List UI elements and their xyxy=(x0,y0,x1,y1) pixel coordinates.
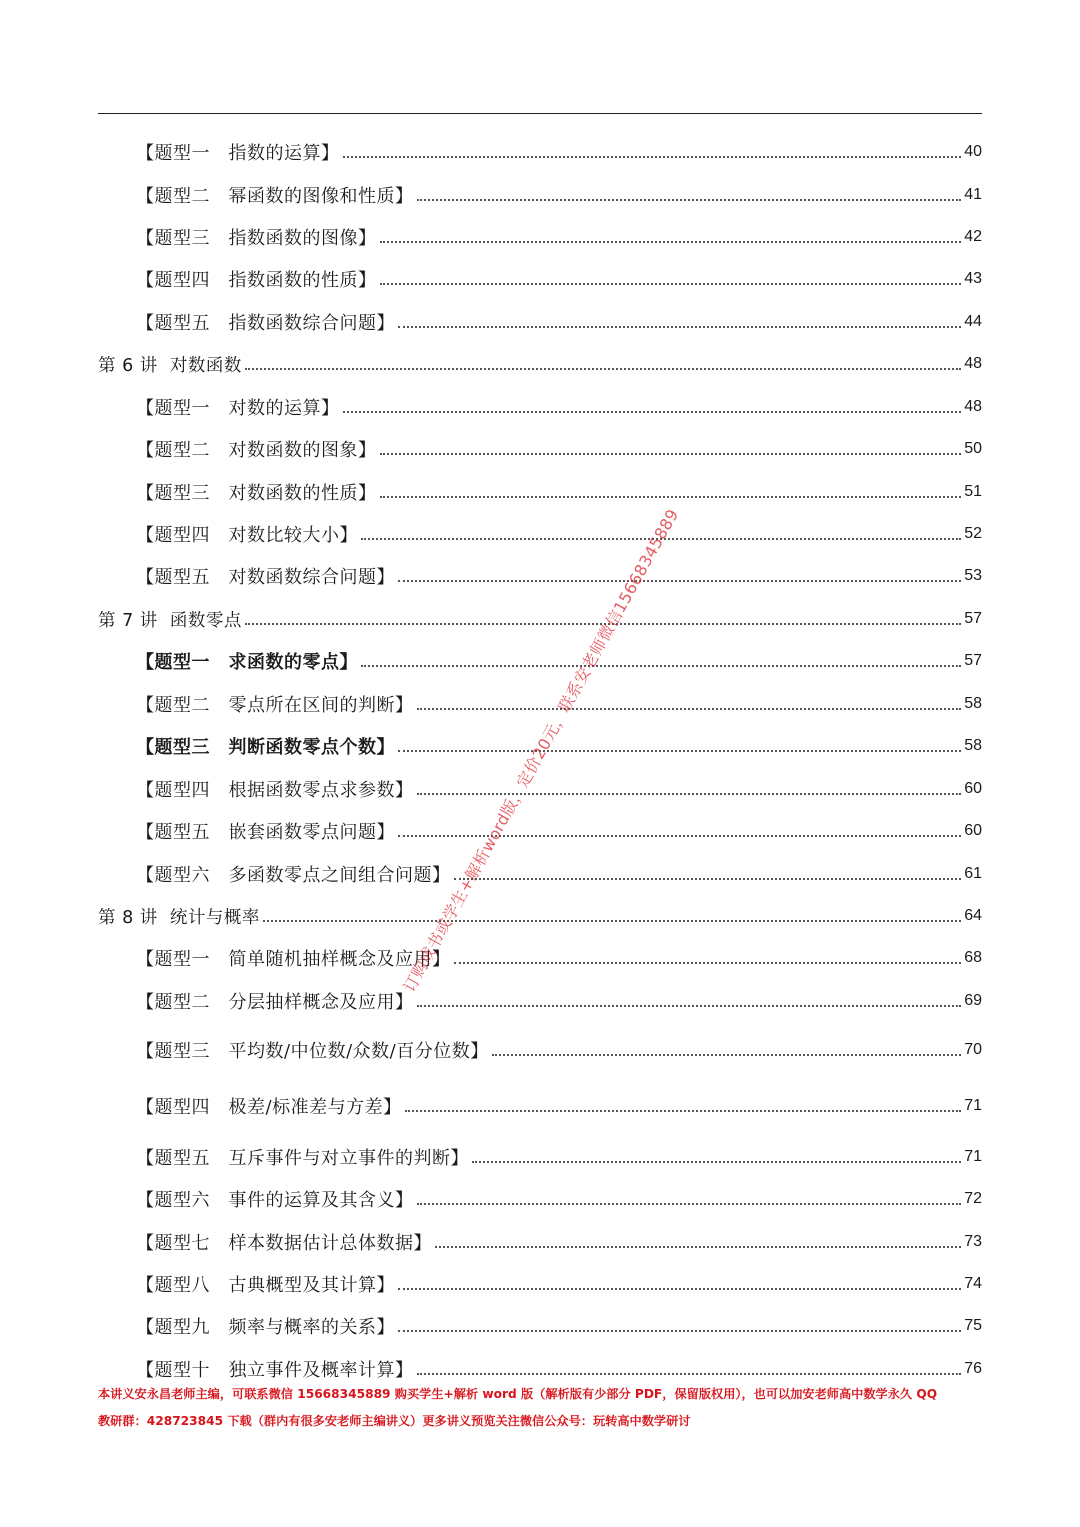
toc-dot-leader xyxy=(417,708,962,710)
toc-entry-title: 【题型五 对数函数综合问题】 xyxy=(136,567,395,588)
toc-section-entry[interactable] xyxy=(136,1184,982,1214)
toc-page-number: 58 xyxy=(964,737,982,754)
toc-entry-title: 【题型五 嵌套函数零点问题】 xyxy=(136,822,395,843)
toc-page-number: 52 xyxy=(964,525,982,542)
toc-entry-title: 【题型三 指数函数的图像】 xyxy=(136,228,377,249)
toc-section-entry[interactable] xyxy=(136,1091,982,1121)
toc-dot-leader xyxy=(380,283,962,285)
toc-dot-leader xyxy=(361,665,961,667)
toc-page-number: 72 xyxy=(964,1190,982,1207)
toc-page-number: 50 xyxy=(964,440,982,457)
toc-page-number: 69 xyxy=(964,992,982,1009)
toc-entry-title: 【题型三 对数函数的性质】 xyxy=(136,483,377,504)
toc-section-entry[interactable] xyxy=(136,943,982,973)
toc-section-entry[interactable] xyxy=(136,519,982,549)
toc-section-entry[interactable] xyxy=(136,1035,982,1065)
toc-entry-title: 第 6 讲 对数函数 xyxy=(98,355,242,376)
toc-entry-title: 【题型七 样本数据估计总体数据】 xyxy=(136,1233,432,1254)
toc-entry-title: 【题型八 古典概型及其计算】 xyxy=(136,1275,395,1296)
toc-dot-leader xyxy=(454,962,962,964)
toc-chapter-entry[interactable] xyxy=(98,604,982,634)
toc-section-entry[interactable] xyxy=(136,180,982,210)
toc-section-entry[interactable] xyxy=(136,307,982,337)
toc-entry-title: 【题型四 极差/标准差与方差】 xyxy=(136,1097,402,1118)
toc-entry-title: 第 8 讲 统计与概率 xyxy=(98,907,260,928)
toc-entry-title: 【题型一 求函数的零点】 xyxy=(136,652,358,673)
toc-entry-title: 【题型十 独立事件及概率计算】 xyxy=(136,1360,414,1381)
toc-entry-title: 【题型九 频率与概率的关系】 xyxy=(136,1317,395,1338)
toc-dot-leader xyxy=(343,411,962,413)
toc-dot-leader xyxy=(405,1110,962,1112)
toc-section-entry[interactable] xyxy=(136,222,982,252)
toc-page-number: 57 xyxy=(964,610,982,627)
toc-entry-title: 【题型三 平均数/中位数/众数/百分位数】 xyxy=(136,1041,489,1062)
toc-page-number: 75 xyxy=(964,1317,982,1334)
toc-page-number: 76 xyxy=(964,1360,982,1377)
toc-page-number: 40 xyxy=(964,143,982,160)
toc-dot-leader xyxy=(380,453,962,455)
toc-entry-title: 【题型六 事件的运算及其含义】 xyxy=(136,1190,414,1211)
toc-section-entry[interactable] xyxy=(136,816,982,846)
toc-entry-title: 【题型二 分层抽样概念及应用】 xyxy=(136,992,414,1013)
toc-dot-leader xyxy=(417,1203,962,1205)
toc-page-number: 42 xyxy=(964,228,982,245)
toc-section-entry[interactable] xyxy=(136,434,982,464)
toc-page-number: 70 xyxy=(964,1041,982,1058)
watermark-text: 订购成书或学生+解析word版，定价20元，联系安老师微信15668345889 xyxy=(399,505,683,996)
toc-section-entry[interactable] xyxy=(136,646,982,676)
toc-entry-title: 【题型二 零点所在区间的判断】 xyxy=(136,695,414,716)
toc-dot-leader xyxy=(417,199,962,201)
header-rule xyxy=(98,113,982,114)
toc-section-entry[interactable] xyxy=(136,264,982,294)
toc-page-number: 58 xyxy=(964,695,982,712)
toc-section-entry[interactable] xyxy=(136,1227,982,1257)
toc-entry-title: 【题型二 幂函数的图像和性质】 xyxy=(136,186,414,207)
toc-dot-leader xyxy=(454,878,962,880)
toc-section-entry[interactable] xyxy=(136,1354,982,1384)
toc-entry-title: 【题型四 对数比较大小】 xyxy=(136,525,358,546)
toc-section-entry[interactable] xyxy=(136,477,982,507)
toc-entry-title: 【题型四 根据函数零点求参数】 xyxy=(136,780,414,801)
toc-page-number: 60 xyxy=(964,780,982,797)
toc-entry-title: 【题型一 对数的运算】 xyxy=(136,398,340,419)
toc-dot-leader xyxy=(398,750,961,752)
toc-dot-leader xyxy=(417,1373,962,1375)
toc-entry-title: 【题型三 判断函数零点个数】 xyxy=(136,737,395,758)
toc-entry-title: 【题型一 指数的运算】 xyxy=(136,143,340,164)
toc-page-number: 71 xyxy=(964,1148,982,1165)
toc-page-number: 71 xyxy=(964,1097,982,1114)
toc-entry-title: 【题型四 指数函数的性质】 xyxy=(136,270,377,291)
toc-entry-title: 【题型一 简单随机抽样概念及应用】 xyxy=(136,949,451,970)
toc-chapter-entry[interactable] xyxy=(98,349,982,379)
toc-page-number: 48 xyxy=(964,355,982,372)
toc-chapter-entry[interactable] xyxy=(98,901,982,931)
toc-page-number: 41 xyxy=(964,186,982,203)
toc-page-number: 43 xyxy=(964,270,982,287)
toc-section-entry[interactable] xyxy=(136,137,982,167)
toc-section-entry[interactable] xyxy=(136,859,982,889)
toc-page-number: 64 xyxy=(964,907,982,924)
toc-dot-leader xyxy=(398,326,961,328)
toc-page-number: 74 xyxy=(964,1275,982,1292)
toc-section-entry[interactable] xyxy=(136,1311,982,1341)
toc-entry-title: 第 7 讲 函数零点 xyxy=(98,610,242,631)
toc-dot-leader xyxy=(398,1288,961,1290)
footer-note-line-1: 本讲义安永昌老师主编，可联系微信 15668345889 购买学生+解析 word 版（解析版有少部分 PDF，保留版权用），也可以加安老师高中数学永久 QQ xyxy=(98,1387,938,1401)
toc-entry-title: 【题型五 互斥事件与对立事件的判断】 xyxy=(136,1148,469,1169)
toc-section-entry[interactable] xyxy=(136,392,982,422)
toc-dot-leader xyxy=(245,368,961,370)
toc-page-number: 61 xyxy=(964,865,982,882)
toc-page-number: 73 xyxy=(964,1233,982,1250)
toc-section-entry[interactable] xyxy=(136,561,982,591)
toc-page-number: 48 xyxy=(964,398,982,415)
toc-dot-leader xyxy=(263,920,961,922)
toc-dot-leader xyxy=(435,1246,961,1248)
toc-section-entry[interactable] xyxy=(136,986,982,1016)
toc-section-entry[interactable] xyxy=(136,774,982,804)
toc-page-number: 51 xyxy=(964,483,982,500)
toc-dot-leader xyxy=(343,156,962,158)
toc-dot-leader xyxy=(380,496,962,498)
footer-note-line-2: 教研群：428723845 下载（群内有很多安老师主编讲义）更多讲义预览关注微信公众号：玩转高中数学研讨 xyxy=(98,1414,691,1428)
toc-entry-title: 【题型五 指数函数综合问题】 xyxy=(136,313,395,334)
toc-dot-leader xyxy=(417,793,962,795)
toc-dot-leader xyxy=(417,1005,962,1007)
toc-dot-leader xyxy=(398,1330,961,1332)
toc-page-number: 44 xyxy=(964,313,982,330)
toc-page-number: 53 xyxy=(964,567,982,584)
toc-page-number: 68 xyxy=(964,949,982,966)
toc-dot-leader xyxy=(472,1161,961,1163)
toc-dot-leader xyxy=(380,241,962,243)
toc-page-number: 60 xyxy=(964,822,982,839)
toc-page-number: 57 xyxy=(964,652,982,669)
toc-dot-leader xyxy=(398,580,961,582)
toc-section-entry[interactable] xyxy=(136,1269,982,1299)
toc-entry-title: 【题型二 对数函数的图象】 xyxy=(136,440,377,461)
toc-section-entry[interactable] xyxy=(136,1142,982,1172)
toc-dot-leader xyxy=(492,1054,962,1056)
toc-entry-title: 【题型六 多函数零点之间组合问题】 xyxy=(136,865,451,886)
